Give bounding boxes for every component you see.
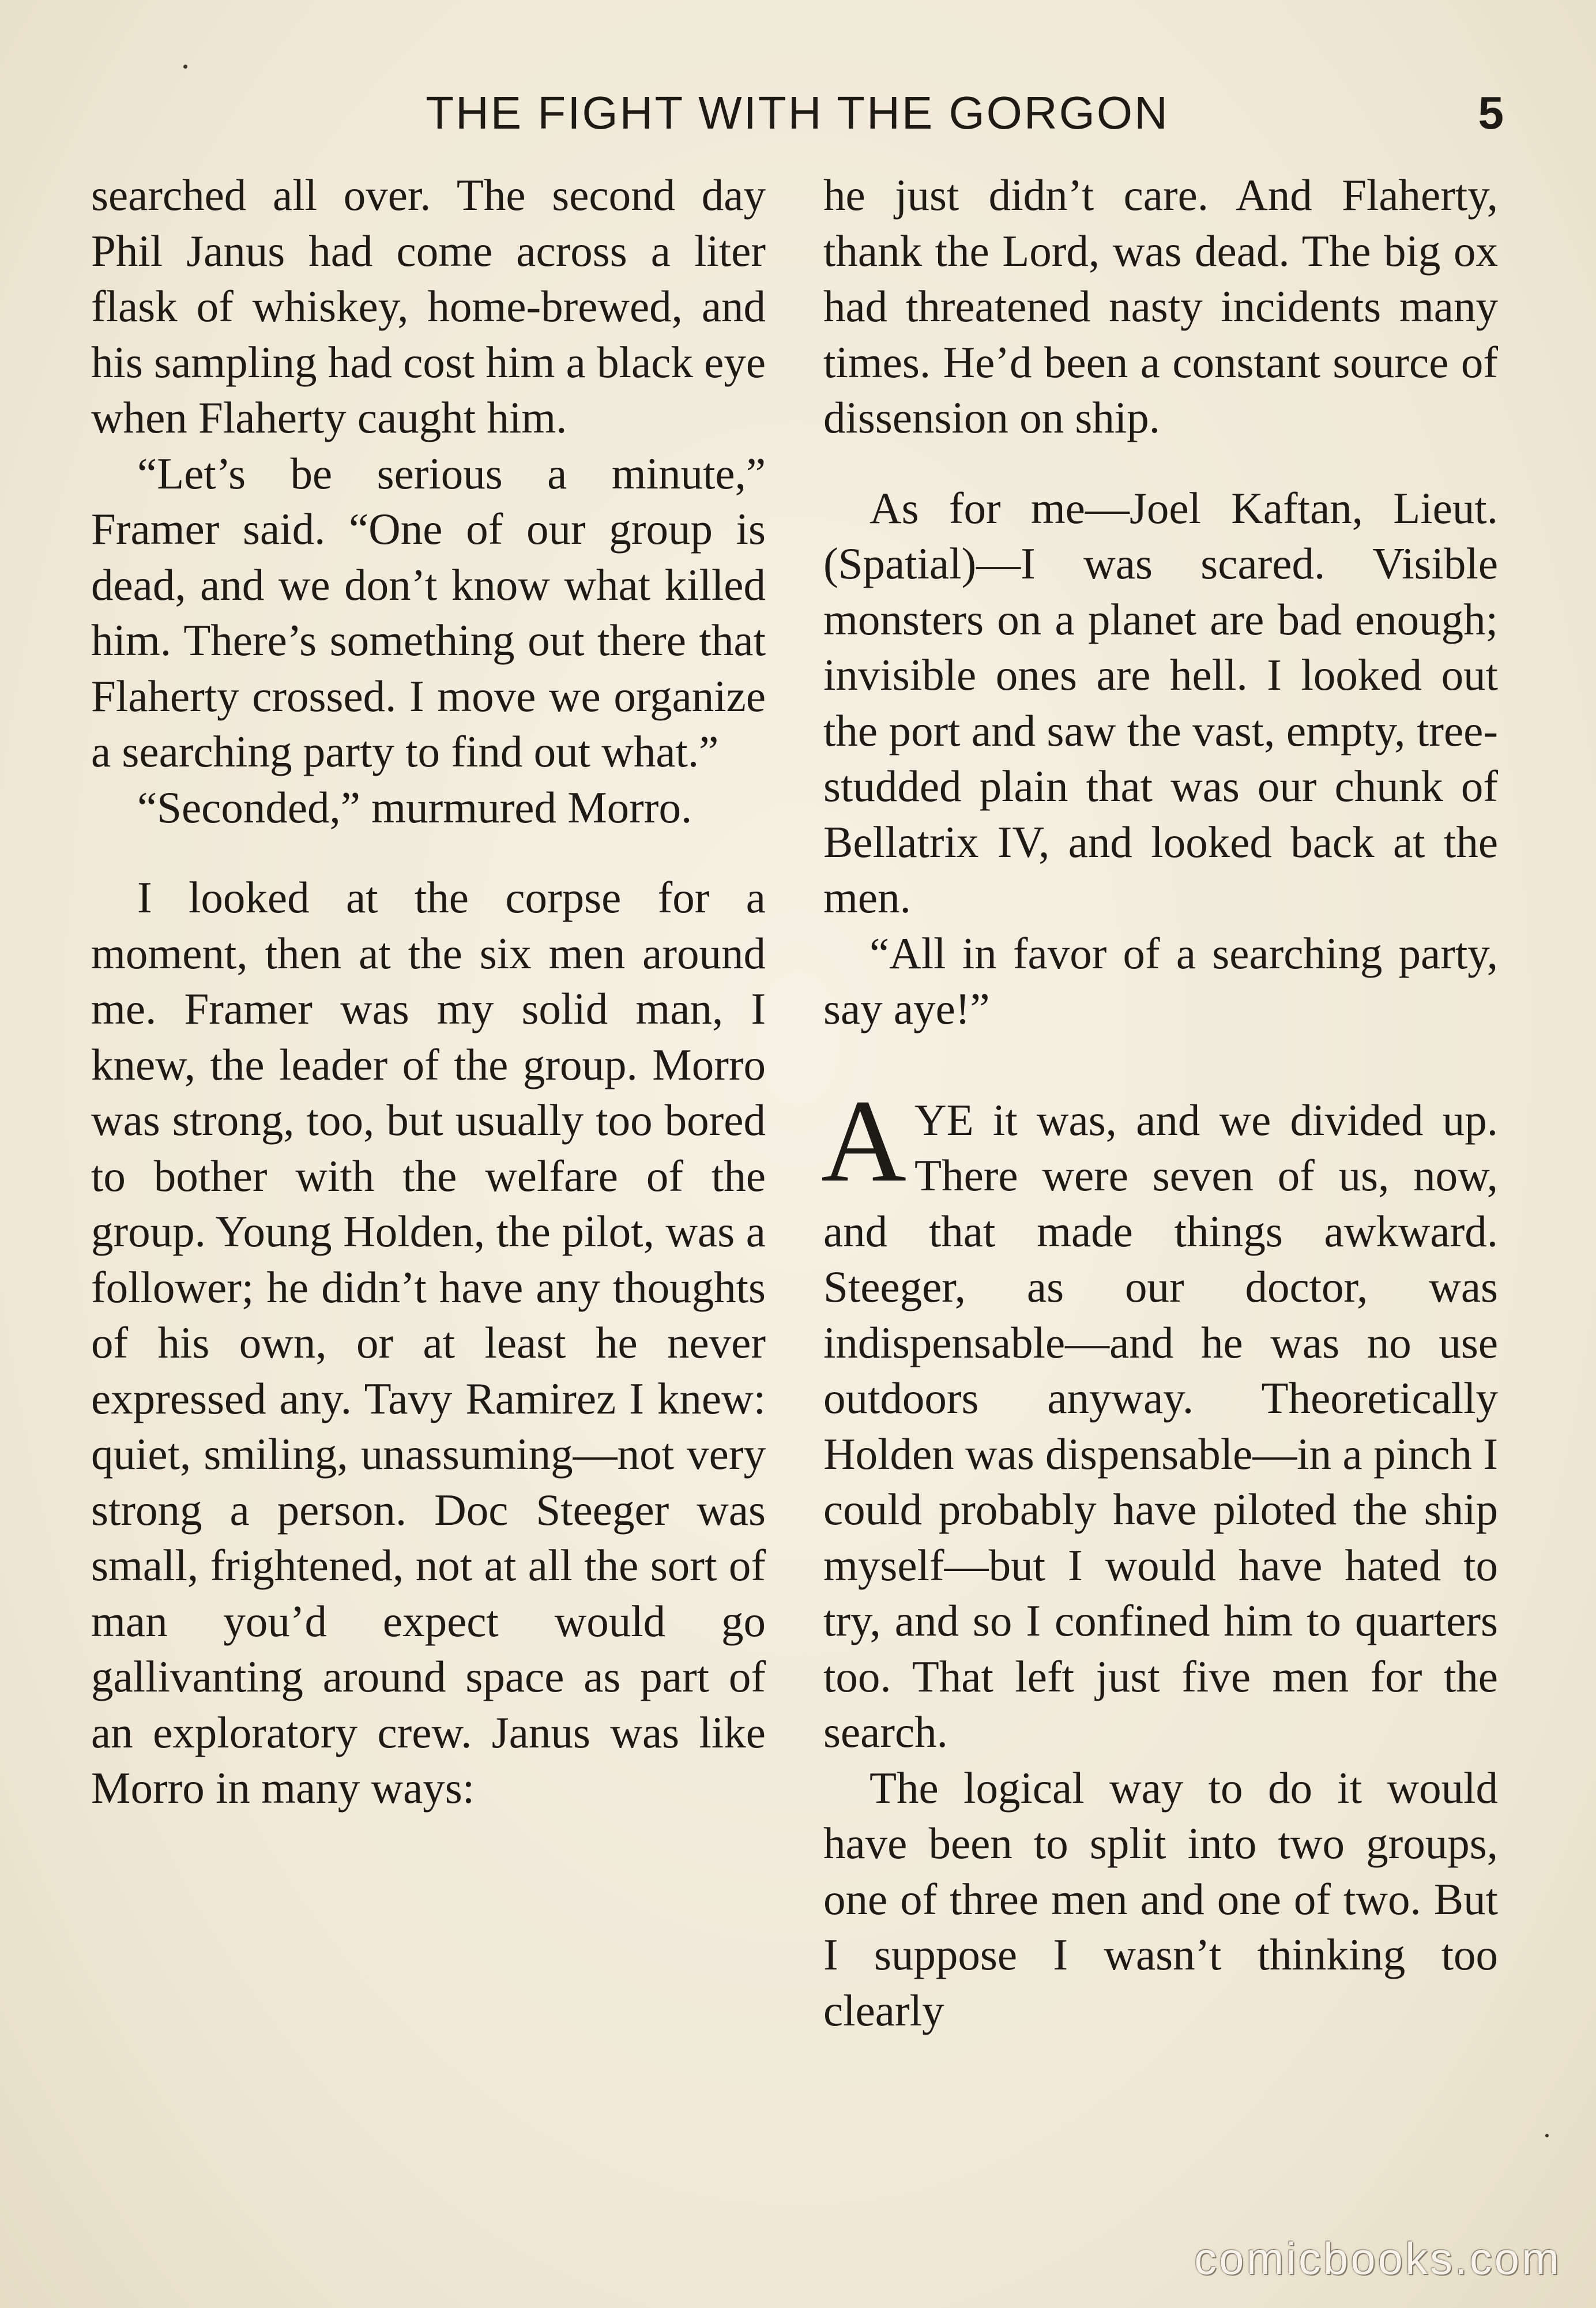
left-column (91, 167, 766, 1816)
drop-cap: A (821, 1075, 907, 1206)
page-title: THE FIGHT WITH THE GORGON (426, 87, 1169, 138)
paragraph-text: YE it was, and we divided up. There were seven of us, now, and that made things awkward. Steeger, as our doctor, was indispensable—and he was no use outdoors anyway. Theoretically Holden was dispensable—in a pinch I could probably have piloted the ship myself—but I would have hated to try, and so I confined him to quarters too. That left just five men for the search. (823, 1095, 1498, 1757)
paragraph-with-drop-cap (821, 1075, 1498, 1760)
right-column (823, 167, 1498, 2038)
paragraph: I looked at the corpse for a moment, then at the six men around me. Framer was my solid man, I knew, the leader of the group. Morro was strong, too, but usually too bored to bother with the welfare of the group. Young Holden, the pilot, was a follower; he didn’t have any thoughts of his own, or at least he never expressed any. Tavy Ramirez I knew: quiet, smiling, unassuming—not very strong a person. Doc Steeger was small, frightened, not at all the sort of man you’d expect would go gallivanting around space as part of an exploratory crew. Janus was like Morro in many ways: (91, 873, 766, 1813)
running-head (91, 87, 1504, 150)
paragraph: The logical way to do it would have been to split into two groups, one of three men and one of two. But I suppose I wasn’t thinking too clearly (823, 1762, 1498, 2035)
print-speck (1545, 2134, 1549, 2137)
watermark: comicbooks.com (1194, 2233, 1561, 2284)
paragraph: searched all over. The second day Phil Janus had come across a liter flask of whiskey, home-brewed, and his sampling had cost him a black eye when Flaherty caught him. (91, 170, 766, 442)
print-speck (183, 65, 187, 69)
paragraph: As for me—Joel Kaftan, Lieut. (Spatial)—I was scared. Visible monsters on a planet are bad enough; invisible ones are hell. I looked out the port and saw the vast, empty, tree-studded plain that was our chunk of Bellatrix IV, and looked back at the men. (823, 483, 1498, 922)
page-number: 5 (1478, 87, 1504, 138)
paragraph: “All in favor of a searching party, say aye!” (823, 928, 1498, 1033)
paragraph: “Let’s be serious a minute,” Framer said. “One of our group is dead, and we don’t know what killed him. There’s something out there that Flaherty crossed. I move we organize a searching party to find out what.” (91, 448, 766, 776)
paragraph: “Seconded,” murmured Morro. (137, 782, 692, 832)
paragraph: he just didn’t care. And Flaherty, thank the Lord, was dead. The big ox had threatened nasty incidents many times. He’d been a constant source of dissension on ship. (823, 170, 1498, 442)
